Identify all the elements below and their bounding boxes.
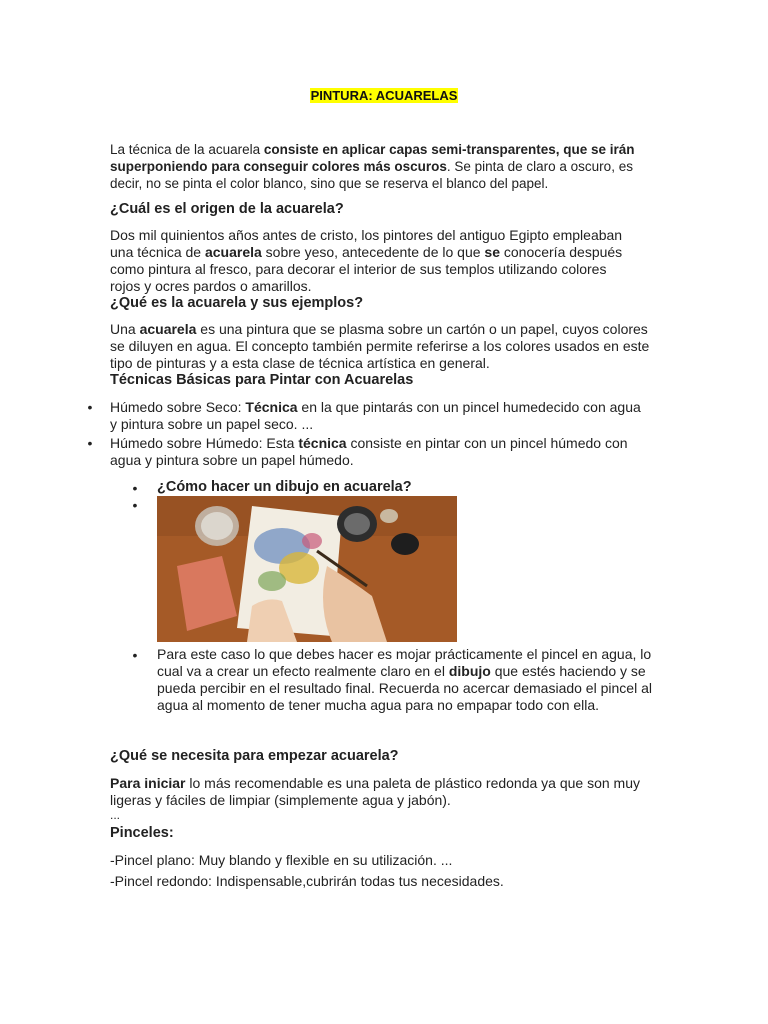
intro-text-2: . Se pinta de claro a oscuro, es decir, no se pinta el color blanco, sino que se reserva el blanco del papel. [110,159,633,191]
que-es-text-1: Una [110,321,140,337]
tecnica-1-item [110,399,650,433]
como-paragraph [157,646,662,714]
que-es-paragraph [110,321,650,372]
heading-como: ¿Cómo hacer un dibujo en acuarela? [157,479,412,495]
intro-bold-1: consiste en aplicar capas semi-transparentes, que se irán superponiendo para conseguir colores más oscuros [110,142,635,174]
como-text-1: Para este caso lo que debes hacer es mojar prácticamente el pincel en agua, lo cual va a crear un efecto realmente claro en el [157,646,652,679]
pincel-redondo: -Pincel redondo: Indispensable,cubrirán todas tus necesidades. [110,873,504,889]
heading-necesita: ¿Qué se necesita para empezar acuarela? [110,748,399,764]
que-es-bold-1: acuarela [139,321,197,337]
heading-pinceles: Pinceles: [110,825,174,841]
origen-paragraph [110,227,640,295]
necesita-ellipsis: ... [110,808,121,822]
como-text-2: que estés haciendo y se pueda percibir en el resultado final. Recuerda no acercar demasiado el pincel al agua al momento de tener mucha agua para no empapar todo con ella. [157,663,652,713]
heading-que-es: ¿Qué es la acuarela y sus ejemplos? [110,295,364,311]
watercolor-photo [157,496,457,642]
origen-text-3: conocería después como pintura al fresco, para decorar el interior de sus templos utilizando colores rojos y ocres pardos o amarillos. [110,244,623,294]
bullet-como: • [132,480,138,496]
heading-tecnicas: Técnicas Básicas para Pintar con Acuarelas [110,372,414,388]
necesita-text: lo más recomendable es una paleta de plástico redonda ya que son muy ligeras y fáciles de limpiar (simplemente agua y jabón). [110,775,641,808]
tecnica-1-text-2: en la que pintarás con un pincel humedecido con agua y pintura sobre un papel seco. ... [110,399,641,432]
bullet-como-text: • [132,647,138,663]
intro-text-1: La técnica de la acuarela [110,142,264,157]
bullet-tecnica-2: • [87,435,93,451]
title-highlight: PINTURA: ACUARELAS [310,88,458,103]
origen-bold-2: se [484,244,500,260]
tecnica-2-text-1: Húmedo sobre Húmedo: Esta [110,435,299,451]
intro-paragraph [110,141,650,192]
tecnica-1-bold: Técnica [245,399,298,415]
heading-origen: ¿Cuál es el origen de la acuarela? [110,201,344,217]
tecnica-2-bold: técnica [298,435,347,451]
page-title [0,87,768,105]
necesita-paragraph [110,775,650,809]
watercolor-illustration [157,496,457,642]
como-bold: dibujo [448,663,491,679]
tecnica-2-item [110,435,650,469]
que-es-text-2: es una pintura que se plasma sobre un cartón o un papel, cuyos colores se diluyen en agua. El concepto también permite referirse a los colores usados en este tipo de pinturas y a esta clase de técnica artística en general. [110,321,650,371]
origen-text-2: sobre yeso, antecedente de lo que [261,244,485,260]
tecnica-2-text-2: consiste en pintar con un pincel húmedo con agua y pintura sobre un papel húmedo. [110,435,628,468]
origen-bold-1: acuarela [204,244,262,260]
origen-text-1: Dos mil quinientos años antes de cristo, los pintores del antiguo Egipto empleaban una técnica de [110,227,623,260]
bullet-image: • [132,497,138,513]
bullet-tecnica-1: • [87,399,93,415]
tecnica-1-text-1: Húmedo sobre Seco: [110,399,246,415]
pincel-plano: -Pincel plano: Muy blando y flexible en su utilización. ... [110,852,453,868]
necesita-bold: Para iniciar [110,775,186,791]
